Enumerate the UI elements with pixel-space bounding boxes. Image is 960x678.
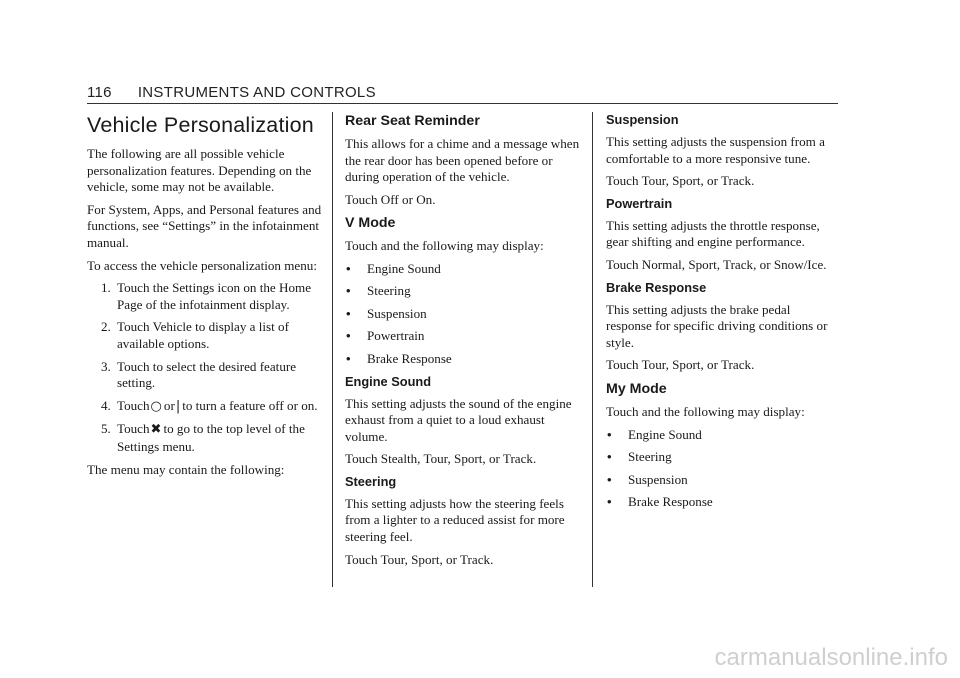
page-title: Vehicle Personalization: [87, 113, 314, 137]
page-number: 116: [87, 84, 112, 101]
bar-icon: |: [175, 398, 181, 414]
v-mode-intro: Touch and the following may display:: [345, 238, 544, 254]
list-item: • Powertrain: [345, 328, 583, 345]
list-item: • Engine Sound: [606, 427, 838, 444]
v-mode-list: [345, 261, 583, 368]
steps-list: [87, 280, 327, 455]
list-item: • Brake Response: [345, 351, 583, 368]
rear-seat-touch: Touch Off or On.: [345, 191, 436, 207]
list-item: • Steering: [606, 449, 838, 466]
suspension-touch: Touch Tour, Sport, or Track.: [606, 173, 755, 189]
list-item: • Steering: [345, 283, 583, 300]
powertrain-touch: Touch Normal, Sport, Track, or Snow/Ice.: [606, 256, 827, 272]
my-mode-intro: Touch and the following may display:: [606, 403, 805, 419]
steering-heading: Steering: [345, 473, 397, 489]
brake-response-text: This setting adjusts the brake pedal response for specific driving conditions or style.: [606, 301, 828, 350]
step-item: 2. Touch Vehicle to display a list of available options.: [101, 319, 289, 351]
page-header: [87, 84, 837, 101]
rear-seat-text: This allows for a chime and a message when the rear door has been opened before or during operation of the vehicle.: [345, 136, 580, 185]
list-item: • Engine Sound: [345, 261, 583, 278]
rear-seat-heading: Rear Seat Reminder: [345, 113, 480, 129]
close-icon: ✖: [150, 422, 162, 438]
brake-response-touch: Touch Tour, Sport, or Track.: [606, 357, 755, 373]
powertrain-heading: Powertrain: [606, 195, 673, 211]
engine-sound-text: This setting adjusts the sound of the engine exhaust from a quiet to a loud exhaust volume.: [345, 395, 572, 444]
engine-sound-touch: Touch Stealth, Tour, Sport, or Track.: [345, 451, 537, 467]
brake-response-heading: Brake Response: [606, 279, 707, 295]
powertrain-text: This setting adjusts the throttle response, gear shifting and engine performance.: [606, 217, 820, 250]
column-divider-2: [592, 112, 593, 587]
header-rule: [87, 103, 838, 104]
column-3: [606, 112, 838, 517]
my-mode-list: [606, 427, 838, 511]
my-mode-heading: My Mode: [606, 380, 667, 397]
step-item: 3. Touch to select the desired feature setting.: [101, 358, 297, 391]
intro-paragraph: The following are all possible vehicle personalization features. Depending on the vehicle, some may not be available.: [87, 146, 312, 195]
step-item: 4. Touch○ or| to turn a feature off or on.: [101, 397, 318, 414]
section-title: INSTRUMENTS AND CONTROLS: [137, 84, 376, 101]
v-mode-heading: V Mode: [345, 215, 396, 232]
column-1: [87, 112, 327, 484]
suspension-heading: Suspension: [606, 112, 679, 127]
step-item: 1. Touch the Settings icon on the Home Page of the infotainment display.: [101, 280, 312, 312]
watermark: carmanualsonline.info: [714, 644, 948, 671]
column-2: [345, 112, 583, 574]
steering-touch: Touch Tour, Sport, or Track.: [345, 551, 494, 567]
list-item: • Suspension: [345, 306, 583, 323]
step-item: 5. Touch✖ to go to the top level of the Settings menu.: [101, 421, 305, 454]
circle-icon: ○: [150, 398, 162, 414]
column-divider-1: [332, 112, 333, 587]
list-item: • Suspension: [606, 472, 838, 489]
access-paragraph: To access the vehicle personalization menu:: [87, 257, 317, 273]
list-item: • Brake Response: [606, 494, 838, 511]
steering-text: This setting adjusts how the steering feels from a lighter to a reduced assist for more steering feel.: [345, 495, 565, 545]
settings-reference: For System, Apps, and Personal features and functions, see “Settings” in the infotainment manual.: [87, 201, 322, 250]
engine-sound-heading: Engine Sound: [345, 373, 432, 389]
suspension-text: This setting adjusts the suspension from a comfortable to a more responsive tune.: [606, 134, 825, 166]
menu-paragraph: The menu may contain the following:: [87, 461, 285, 477]
